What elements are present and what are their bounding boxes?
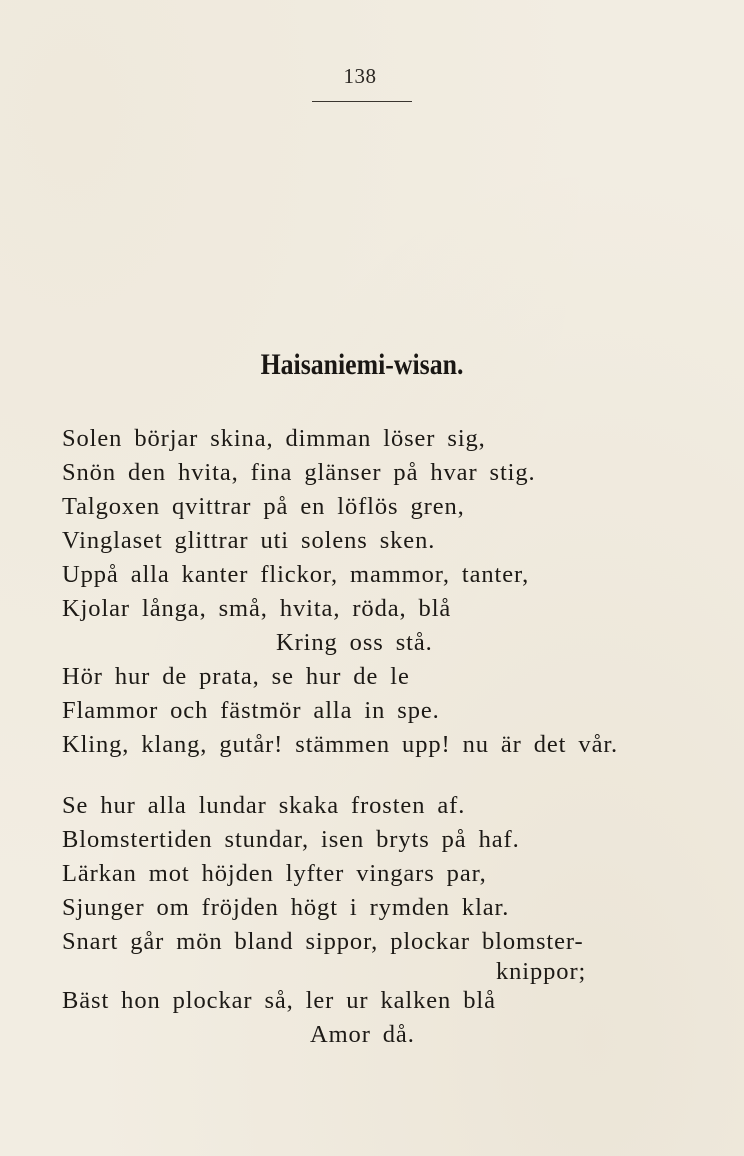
poem-line: Amor då. xyxy=(310,1021,415,1048)
poem-line: Kling, klang, gutår! stämmen upp! nu är det vår. xyxy=(62,731,619,758)
header-rule xyxy=(312,101,412,102)
poem-line: Flammor och fästmör alla in spe. xyxy=(62,697,440,724)
poem-line: Snön den hvita, fina glänser på hvar stig. xyxy=(62,459,536,486)
poem-line: Vinglaset glittrar uti solens sken. xyxy=(62,527,436,554)
page-number: 138 xyxy=(343,64,377,88)
poem-line: Lärkan mot höjden lyfter vingars par, xyxy=(62,860,487,887)
poem-line: Talgoxen qvittrar på en löflös gren, xyxy=(62,493,465,520)
poem-line: Snart går mön bland sippor, plockar blomster- xyxy=(62,928,584,955)
poem-line: Se hur alla lundar skaka frosten af. xyxy=(62,792,466,819)
poem-line: Solen börjar skina, dimman löser sig, xyxy=(62,425,486,452)
poem-line: Kjolar långa, små, hvita, röda, blå xyxy=(62,595,452,622)
poem-line: Kring oss stå. xyxy=(276,629,433,656)
poem-line: Bäst hon plockar så, ler ur kalken blå xyxy=(62,987,496,1014)
poem-title: Haisaniemi-wisan. xyxy=(260,348,464,381)
poem-line: Hör hur de prata, se hur de le xyxy=(62,663,410,690)
poem-line: Sjunger om fröjden högt i rymden klar. xyxy=(62,894,510,921)
poem-line: Blomstertiden stundar, isen bryts på haf. xyxy=(62,826,520,853)
poem-line: knippor; xyxy=(496,958,587,985)
poem-line: Uppå alla kanter flickor, mammor, tanter, xyxy=(62,561,530,588)
